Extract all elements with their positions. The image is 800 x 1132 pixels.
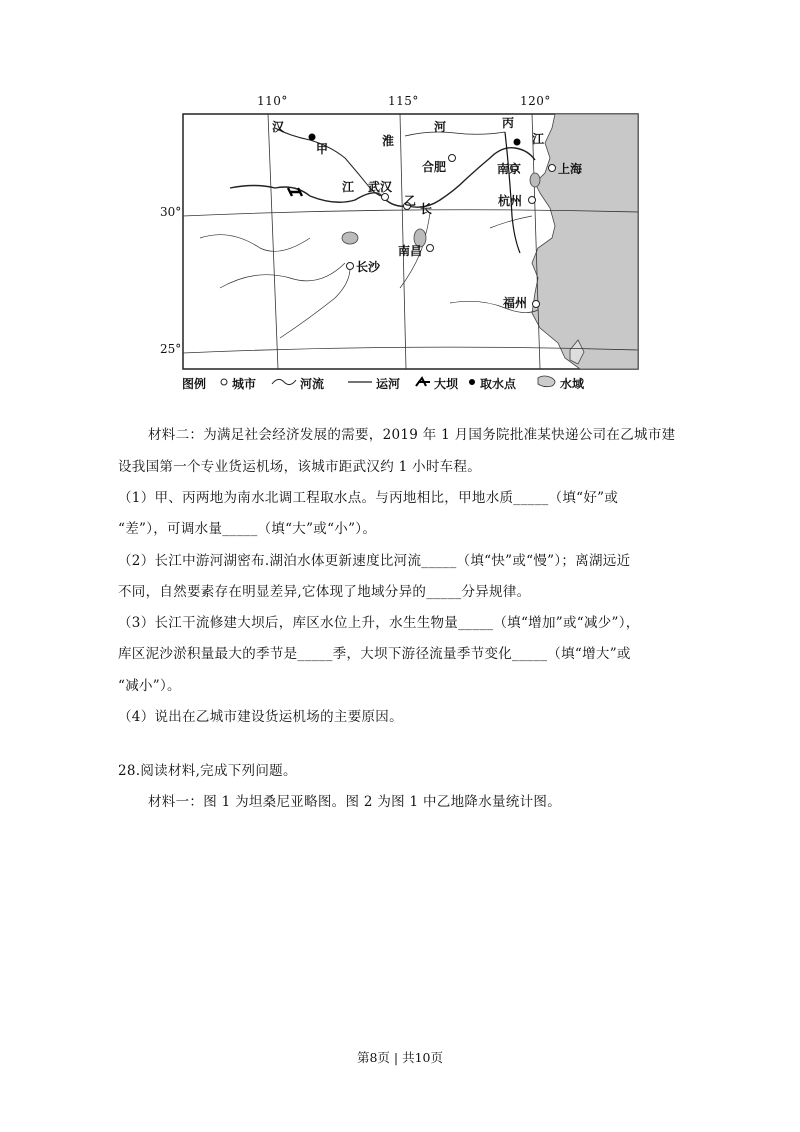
lake-taihu — [530, 173, 540, 187]
legend-title: 图例 — [182, 377, 207, 391]
legend-dam-label: 大坝 — [434, 377, 459, 391]
map-label-han: 汉 — [272, 120, 285, 134]
map-label-wuhan: 武汉 — [368, 180, 393, 194]
map-label-shanghai: 上海 — [558, 162, 583, 176]
legend-water-label: 水域 — [560, 377, 585, 391]
question2-line2: 不同，自然要素存在明显差异,它体现了地域分异的_____分异规律。 — [118, 584, 531, 600]
legend-water-icon — [538, 376, 555, 387]
map-label-jiang-right: 江 — [532, 132, 545, 146]
question4-line1: （4）说出在乙城市建设货运机场的主要原因。 — [118, 709, 403, 725]
lake-dongting — [342, 232, 358, 244]
huai-river — [405, 132, 505, 136]
legend-city-label: 城市 — [232, 377, 257, 391]
intake-point-jia — [309, 134, 316, 141]
legend-canal-label: 运河 — [376, 377, 401, 391]
longitude-label-120: 120° — [520, 94, 551, 108]
question1-line1: （1）甲、丙两地为南水北调工程取水点。与丙地相比，甲地水质_____（填“好”或 — [118, 490, 619, 506]
question3-line2: 库区泥沙淤积量最大的季节是_____季，大坝下游径流量季节变化_____（填“增大”或 — [118, 646, 631, 662]
city-shanghai-marker — [549, 165, 556, 172]
map-label-hangzhou: 杭州 — [498, 194, 523, 208]
map-label-hefei: 合肥 — [422, 160, 447, 174]
material-two-line2: 设我国第一个专业货运机场，该城市距武汉约 1 小时车程。 — [118, 459, 482, 475]
legend-river-label: 河流 — [300, 377, 325, 391]
sea-water-area — [532, 114, 638, 369]
city-hefei-marker — [449, 155, 456, 162]
question2-line1: （2）长江中游河湖密布.湖泊水体更新速度比河流_____（填“快”或“慢”）；离湖远近 — [118, 553, 631, 569]
city-fuzhou-marker — [533, 301, 540, 308]
city-hangzhou-marker — [529, 197, 536, 204]
question1-line2: “差”），可调水量_____（填“大”或“小”）。 — [118, 521, 377, 537]
city-changsha-marker — [347, 263, 354, 270]
legend-river-icon — [272, 379, 296, 384]
longitude-label-110: 110° — [257, 94, 288, 108]
question28-title: 28.阅读材料,完成下列问题。 — [118, 763, 297, 779]
legend-dam-icon — [416, 378, 430, 386]
meridian-110 — [268, 114, 278, 369]
intake-point-bing — [514, 139, 521, 146]
map-label-jia: 甲 — [316, 142, 329, 156]
map-label-bing: 丙 — [502, 116, 515, 130]
latitude-label-25: 25° — [160, 342, 182, 356]
material-one-line1: 材料一：图 1 为坦桑尼亚略图。图 2 为图 1 中乙地降水量统计图。 — [148, 794, 562, 810]
question3-line1: （3）长江干流修建大坝后，库区水位上升，水生生物量_____（填“增加”或“减少”）， — [118, 615, 640, 631]
map-label-fuzhou: 福州 — [503, 296, 528, 310]
map-label-nanchang: 南昌 — [398, 244, 423, 258]
map-label-huai: 淮 — [382, 134, 395, 148]
question3-line3: “减小”）。 — [118, 678, 181, 694]
map-label-jiang-left: 江 — [342, 180, 355, 194]
map-label-yi: 乙 — [404, 194, 417, 208]
map-label-nanjing: 南京 — [497, 162, 522, 176]
city-nanchang-marker — [427, 245, 434, 252]
longitude-label-115: 115° — [388, 94, 419, 108]
map-label-changsha: 长沙 — [356, 260, 381, 274]
dam-marker — [288, 188, 302, 196]
meridian-120 — [532, 114, 540, 369]
legend-intake-label: 取水点 — [480, 377, 517, 391]
legend-city-icon — [221, 379, 227, 385]
legend-intake-icon — [469, 379, 475, 385]
map-label-he: 河 — [434, 120, 447, 134]
page-footer: 第8页 | 共10页 — [356, 1050, 444, 1065]
material-two-line1: 材料二：为满足社会经济发展的需要，2019 年 1 月国务院批准某快递公司在乙城市建 — [148, 427, 676, 443]
latitude-label-30: 30° — [160, 205, 182, 219]
map-label-chang: 长 — [420, 202, 433, 216]
china-map-figure — [160, 88, 650, 398]
han-river — [275, 128, 382, 196]
